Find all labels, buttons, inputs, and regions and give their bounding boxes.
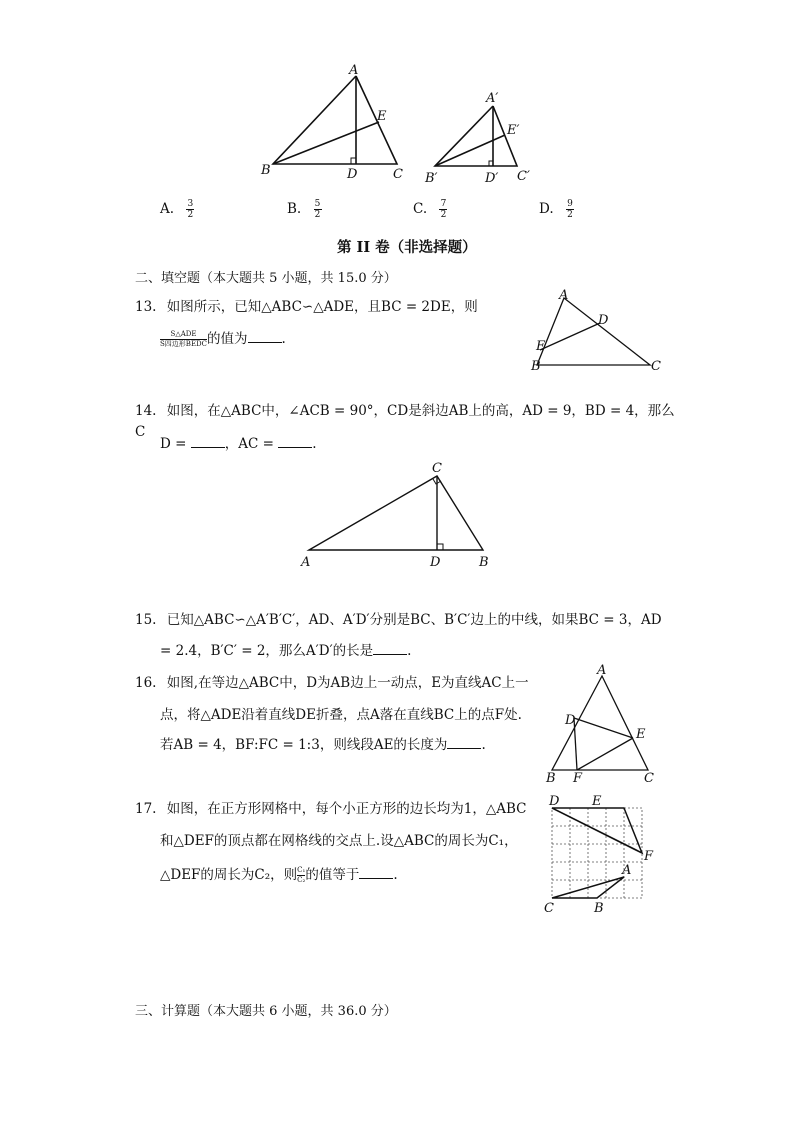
q17-line1: 如图，在正方形网格中，每个小正方形的边长均为1，△ABC [166, 801, 527, 817]
option-b: B. $\frac{5}{2}$ [287, 199, 321, 220]
fig16-label-F: F [573, 771, 583, 785]
q12-figure [255, 62, 555, 187]
label-B: B [261, 163, 271, 178]
q17-figure [538, 792, 668, 920]
q16-answer-blank[interactable] [447, 738, 481, 749]
q13-fraction: $\frac{\text{S△ADE}}{\text{S四边形BEDC}}$ [160, 330, 208, 348]
label-E-prime: E′ [507, 123, 520, 138]
fig16-label-E: E [636, 727, 646, 742]
fig14-label-B: B [479, 555, 489, 570]
q13 [135, 297, 535, 318]
fig13-label-C: C [651, 359, 661, 374]
fig13-label-E: E [536, 339, 546, 354]
fig16-label-C: C [644, 771, 654, 785]
q17 [135, 799, 555, 820]
fig14-label-A: A [301, 555, 311, 570]
fig17-label-B: B [594, 901, 604, 916]
q15-number: 15. [135, 612, 157, 628]
fig16-label-B: B [546, 771, 556, 785]
q14-line1: 如图，在△ABC中，∠ACB = 90°，CD是斜边AB上的高，AD = 9，BD = 4，那么C [135, 403, 675, 440]
q14-figure [295, 456, 505, 574]
fig13-label-A: A [559, 288, 569, 303]
q14-blank-ac[interactable] [278, 437, 312, 448]
option-d: D. $\frac{9}{2}$ [539, 199, 573, 220]
q15 [135, 610, 675, 631]
option-a: A. $\frac{3}{2}$ [160, 199, 194, 220]
q14-blank-cd[interactable] [191, 437, 225, 448]
label-C: C [393, 167, 403, 182]
label-E: E [377, 109, 387, 124]
option-c: C. $\frac{7}{2}$ [413, 199, 447, 220]
fig17-label-C: C [544, 901, 554, 916]
q15-line2: = 2.4，B′C′ = 2，那么A′D′的长是 . [160, 643, 412, 659]
q13-line2: $\frac{\text{S△ADE}}{\text{S四边形BEDC}}$的值为 . [160, 330, 286, 348]
q16-line3: 若AB = 4，BF:FC = 1:3，则线段AE的长度为 . [160, 737, 486, 753]
label-D: D [347, 167, 358, 182]
q14-number: 14. [135, 403, 157, 419]
fig17-label-E: E [592, 794, 602, 809]
q17-line3: △DEF的周长为C₂，则$\frac{\text{C₁}}{\text{C₂}}$的值等于 . [160, 866, 398, 884]
fig16-label-A: A [597, 663, 607, 678]
q17-number: 17. [135, 801, 157, 817]
q13-number: 13. [135, 299, 157, 315]
fig14-label-D: D [430, 555, 441, 570]
q16-line2: 点，将△ADE沿着直线DE折叠，点A落在直线BC上的点F处. [160, 707, 522, 723]
label-D-prime: D′ [485, 171, 499, 186]
fig14-label-C: C [432, 461, 442, 476]
q16-line1: 如图,在等边△ABC中，D为AB边上一动点，E为直线AC上一 [166, 675, 529, 691]
label-A-prime: A′ [486, 91, 499, 106]
q15-line1: 已知△ABC∽△A′B′C′，AD、A′D′分别是BC、B′C′边上的中线，如果BC = 3，AD [166, 612, 662, 628]
fig17-label-D: D [549, 794, 560, 809]
label-A: A [349, 63, 359, 78]
fig13-label-B: B [531, 359, 541, 374]
fig13-label-D: D [598, 313, 609, 328]
label-B-prime: B′ [425, 171, 438, 186]
q13-answer-blank[interactable] [248, 332, 282, 343]
fig17-label-A: A [622, 863, 632, 878]
q14-line2: D = ，AC = . [160, 436, 317, 452]
q17-line2: 和△DEF的顶点都在网格线的交点上.设△ABC的周长为C₁， [160, 833, 518, 849]
label-C-prime: C′ [517, 169, 530, 184]
q13-figure [528, 288, 668, 378]
part2-title: 第 II 卷（非选择题） [337, 239, 477, 256]
q17-fraction: $\frac{\text{C₁}}{\text{C₂}}$ [297, 866, 306, 884]
q17-answer-blank[interactable] [359, 868, 393, 879]
q16 [135, 673, 555, 694]
fig17-label-F: F [644, 849, 654, 864]
q15-answer-blank[interactable] [373, 644, 407, 655]
section3-header: 三、计算题（本大题共 6 小题，共 36.0 分） [135, 1004, 397, 1019]
q13-line1: 如图所示，已知△ABC∽△ADE，且BC = 2DE，则 [166, 299, 478, 315]
q16-number: 16. [135, 675, 157, 691]
fig16-label-D: D [565, 713, 576, 728]
section2-header: 二、填空题（本大题共 5 小题，共 15.0 分） [135, 271, 397, 286]
q16-figure [540, 660, 665, 785]
triangle-abc-prime [435, 106, 520, 166]
